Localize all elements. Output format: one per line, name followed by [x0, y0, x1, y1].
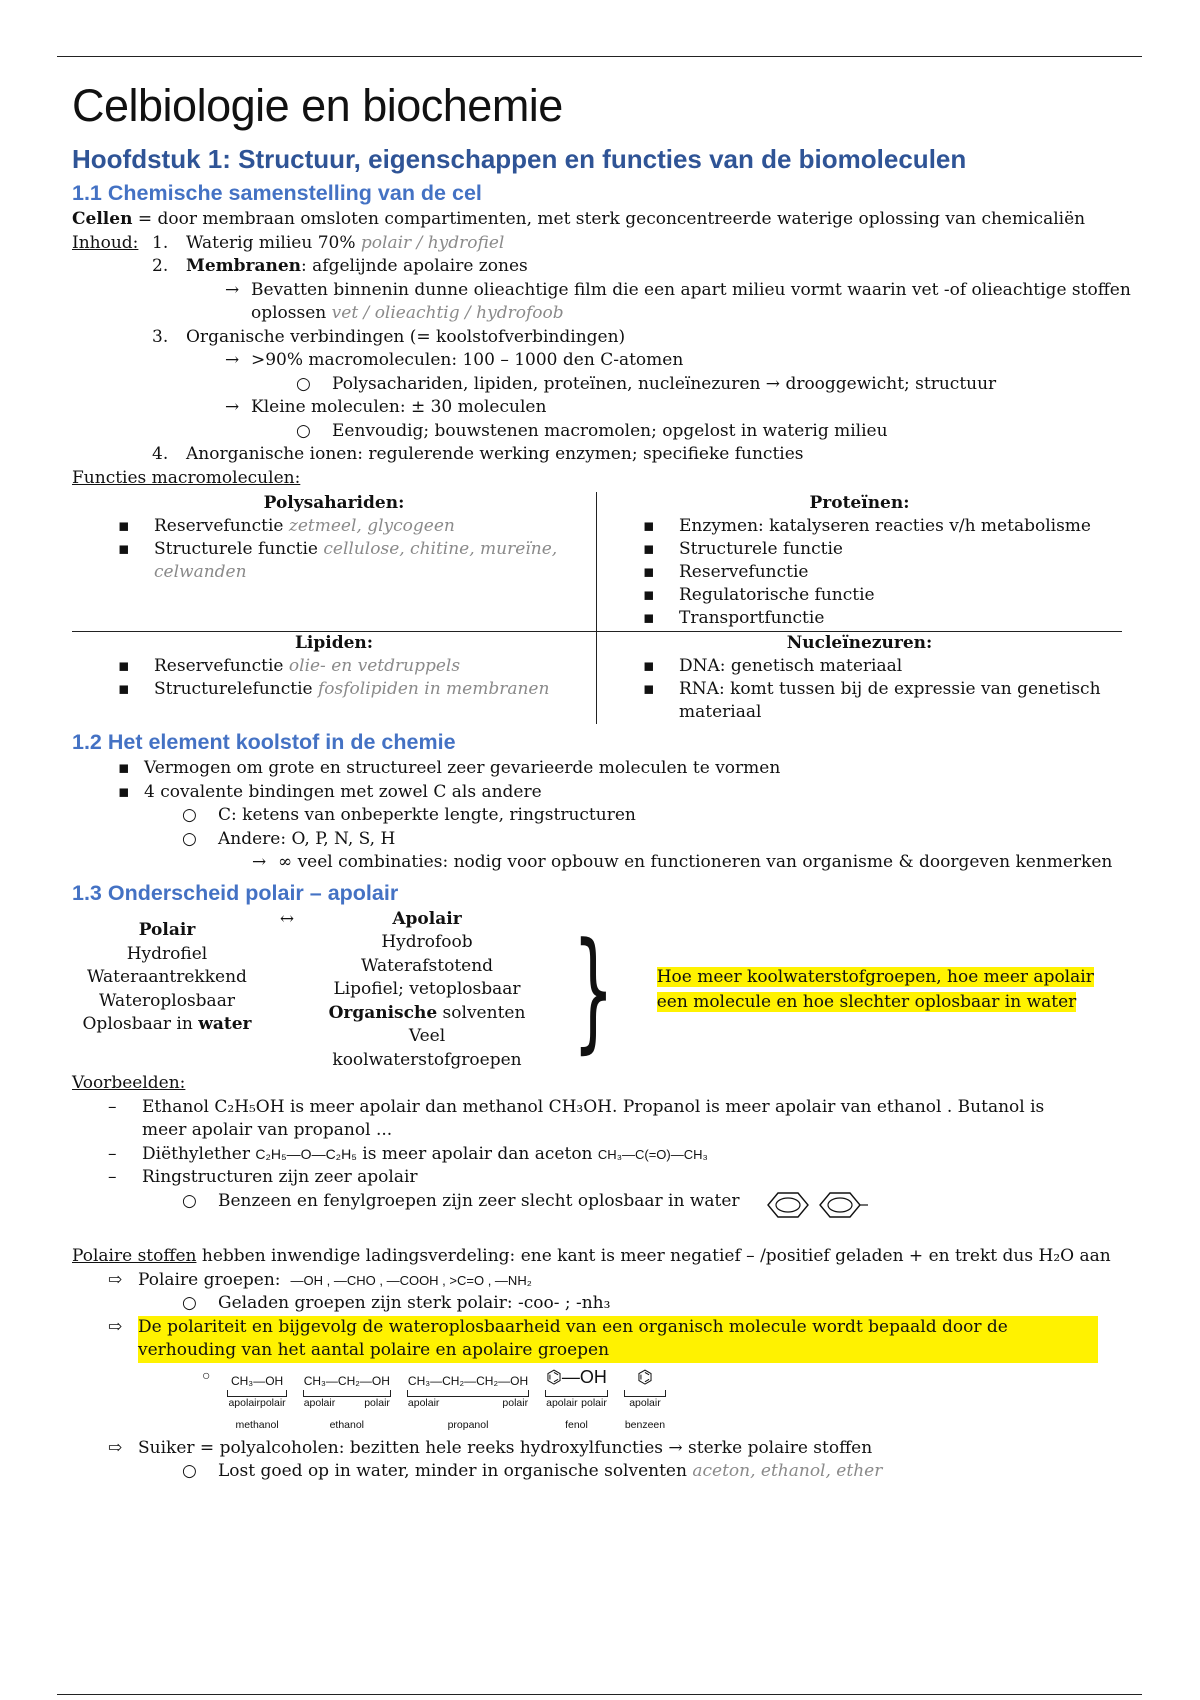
- content-item-3-sub2: → Kleine moleculen: ± 30 moleculen: [225, 397, 547, 417]
- chem-example: CH₃—CH₂—OH apolair polair ethanol: [303, 1373, 390, 1431]
- example-1: – Ethanol C₂H₅OH is meer apolair dan methanol CH₃OH. Propanol is meer apolair van ethanol . Butanol is meer apolair van propanol ...: [108, 1096, 1045, 1140]
- chem-example: ⌬ apolair benzeen: [624, 1366, 666, 1431]
- content-item-4: 4. Anorganische ionen: regulerende werking enzymen; specifieke functies: [152, 444, 804, 464]
- brace: }: [572, 913, 615, 1066]
- content-item-3-sub2a: ○ Eenvoudig; bouwstenen macromolen; opgelost in waterig milieu: [296, 420, 888, 441]
- comparison-arrow: ↔: [279, 908, 295, 929]
- content-item-3: 3. Organische verbindingen (= koolstofverbindingen): [152, 326, 626, 347]
- polarity-rule: ⇨ De polariteit en bijgevolg de wateroplosbaarheid van een organisch molecule wordt bepaald door de verhouding van het aantal polaire en apolaire groepen: [72, 1316, 1140, 1363]
- content-item-3-sub1: → >90% macromoleculen: 100 – 1000 den C-atomen: [225, 350, 684, 370]
- carbon-bullet-1: ▪ Vermogen om grote en structureel zeer gevarieerde moleculen te vormen: [118, 758, 781, 778]
- polysaccharides-cell: Polysahariden: ▪ Reservefunctie zetmeel, glycogeen ▪ Structurele functie cellulose, chitine, mureïne, celwanden: [72, 492, 597, 632]
- carbon-sub-3: → ∞ veel combinaties: nodig voor opbouw en functioneren van organisme & doorgeven kenmerken: [252, 852, 1113, 872]
- chem-example: CH₃—CH₂—CH₂—OH apolair polair propanol: [407, 1373, 529, 1431]
- example-3-sub: ○ Benzeen en fenylgroepen zijn zeer slecht oplosbaar in water: [72, 1190, 1140, 1228]
- content-item-1: Inhoud: 1. Waterig milieu 70% polair / hydrofiel: [72, 232, 505, 253]
- bottom-rule: [57, 1694, 1142, 1695]
- polarity-examples: ○ CH₃—OH apolair polair methanol CH₃—CH₂—OH apolair polair ethanol CH₃—CH₂—CH₂—OH apolair polair propanol ⌬—OH apolair polair fenol ⌬ apolair benzeen: [202, 1366, 666, 1431]
- polar-groups: ⇨ Polaire groepen: —OH , —CHO , —COOH , >C=O , —NH₂: [108, 1269, 532, 1290]
- solubility-line: ○ Lost goed op in water, minder in organische solventen aceton, ethanol, ether: [182, 1461, 883, 1481]
- nucleic-acids-cell: Nucleïnezuren: ▪ DNA: genetisch materiaal ▪ RNA: komt tussen bij de expressie van genetisch materiaal: [597, 632, 1122, 724]
- carbon-sub-1: ○ C: ketens van onbeperkte lengte, ringstructuren: [182, 805, 636, 825]
- chem-example: CH₃—OH apolair polair methanol: [228, 1373, 286, 1431]
- carbon-bullet-2: ▪ 4 covalente bindingen met zowel C als andere: [118, 781, 542, 802]
- polar-apolar-comparison: [72, 908, 1140, 1073]
- chapter-heading: Hoofdstuk 1: Structuur, eigenschappen en functies van de biomoleculen: [72, 144, 967, 174]
- top-rule: [57, 56, 1142, 57]
- chem-example: ⌬—OH apolair polair fenol: [546, 1366, 607, 1431]
- proteins-cell: Proteïnen: ▪ Enzymen: katalyseren reacties v/h metabolisme ▪ Structurele functie ▪ Reservefunctie ▪ Regulatorische functie ▪ Transportfunctie: [597, 492, 1122, 632]
- polarity-note: Hoe meer koolwaterstofgroepen, hoe meer apolair een molecule en hoe slechter oplosbaar in water: [656, 966, 1094, 1012]
- examples-label: Voorbeelden:: [72, 1073, 186, 1093]
- document-page: [72, 74, 1140, 1484]
- charged-groups: ○ Geladen groepen zijn sterk polair: -coo- ; -nh₃: [182, 1293, 611, 1313]
- document-title: Celbiologie en biochemie: [72, 80, 563, 131]
- carbon-sub-2: ○ Andere: O, P, N, S, H: [182, 828, 396, 849]
- cells-definition: Cellen = door membraan omsloten compartimenten, met sterk geconcentreerde waterige oplossing van chemicaliën: [72, 209, 1086, 229]
- section-1-2-heading: 1.2 Het element koolstof in de chemie: [72, 730, 456, 754]
- lipids-cell: Lipiden: ▪ Reservefunctie olie- en vetdruppels ▪ Structurelefunctie fosfolipiden in membranen: [72, 632, 597, 724]
- content-item-2: 2. Membranen: afgelijnde apolaire zones: [152, 256, 528, 276]
- benzene-icon: [758, 1190, 868, 1228]
- sugar-line: ⇨ Suiker = polyalcoholen: bezitten hele reeks hydroxylfuncties → sterke polaire stoffen: [108, 1437, 873, 1458]
- section-1-1-heading: 1.1 Chemische samenstelling van de cel: [72, 181, 482, 205]
- example-2: – Diëthylether C₂H₅—O—C₂H₅ is meer apolair dan aceton CH₃—C(=O)—CH₃: [108, 1143, 708, 1164]
- functions-table: [72, 492, 1140, 724]
- polar-column: Polair Hydrofiel Wateraantrekkend Wateroplosbaar Oplosbaar in water: [82, 920, 252, 1035]
- section-1-3-heading: 1.3 Onderscheid polair – apolair: [72, 880, 399, 905]
- apolar-column: Apolair Hydrofoob Waterafstotend Lipofiel; vetoplosbaar Organische solventen Veel koolwaterstofgroepen: [328, 908, 526, 1070]
- content-item-3-sub1a: ○ Polysachariden, lipiden, proteïnen, nucleïnezuren → drooggewicht; structuur: [296, 373, 997, 394]
- content-item-2-sub: → Bevatten binnenin dunne olieachtige film die een apart milieu vormt waarin vet -of olieachtige stoffen oplossen vet / olieachtig / hydrofoob: [225, 279, 1131, 323]
- example-3: – Ringstructuren zijn zeer apolair: [108, 1167, 418, 1187]
- polar-substances: Polaire stoffen hebben inwendige ladingsverdeling: ene kant is meer negatief – /positief geladen + en trekt dus H₂O aan: [72, 1246, 1111, 1266]
- functions-label: Functies macromoleculen:: [72, 467, 301, 488]
